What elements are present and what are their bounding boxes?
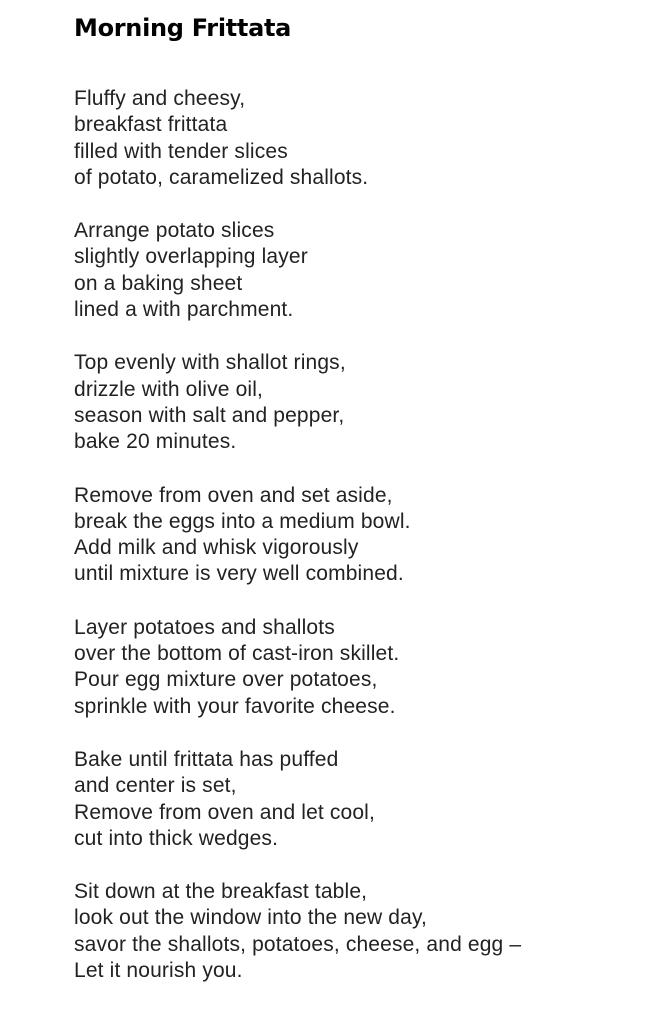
poem-line: Bake until frittata has puffed <box>74 747 339 771</box>
poem-line: over the bottom of cast-iron skillet. <box>74 642 400 666</box>
poem-line: Arrange potato slices <box>74 219 275 243</box>
poem-line: Fluffy and cheesy, <box>74 87 246 110</box>
poem-line: cut into thick wedges. <box>74 826 279 850</box>
poem-body <box>74 86 634 984</box>
poem-title: Morning Frittata <box>74 14 292 42</box>
stanza <box>74 747 634 852</box>
poem-line: savor the shallots, potatoes, cheese, and egg – <box>74 932 522 956</box>
poem-line: filled with tender slices <box>74 139 288 163</box>
poem-line: until mixture is very well combined. <box>74 562 404 586</box>
poem-line: look out the window into the new day, <box>74 906 428 930</box>
poem-line: lined a with parchment. <box>74 298 294 322</box>
poem-line: season with salt and pepper, <box>74 403 345 427</box>
stanza <box>74 86 634 191</box>
poem-line: Add milk and whisk vigorously <box>74 536 359 560</box>
poem-line: break the eggs into a medium bowl. <box>74 509 411 533</box>
poem-line: on a baking sheet <box>74 271 243 295</box>
stanza <box>74 350 634 455</box>
poem-line: sprinkle with your favorite cheese. <box>74 694 396 718</box>
poem-line: Let it nourish you. <box>74 959 243 983</box>
stanza <box>74 483 634 588</box>
poem-line: Pour egg mixture over potatoes, <box>74 668 378 692</box>
poem-line: Sit down at the breakfast table, <box>74 880 368 904</box>
poem-line: slightly overlapping layer <box>74 245 308 269</box>
poem-line: breakfast frittata <box>74 113 228 137</box>
stanza <box>74 879 634 984</box>
stanza <box>74 218 634 323</box>
poem-line: bake 20 minutes. <box>74 430 237 454</box>
poem-line: and center is set, <box>74 774 237 798</box>
poem-line: Layer potatoes and shallots <box>74 615 335 639</box>
poem-line: drizzle with olive oil, <box>74 377 264 401</box>
document-page <box>74 10 634 1011</box>
poem-line: Top evenly with shallot rings, <box>74 351 346 375</box>
stanza <box>74 615 634 720</box>
poem-line: Remove from oven and let cool, <box>74 800 375 824</box>
poem-line: of potato, caramelized shallots. <box>74 165 369 189</box>
poem-line: Remove from oven and set aside, <box>74 483 393 507</box>
